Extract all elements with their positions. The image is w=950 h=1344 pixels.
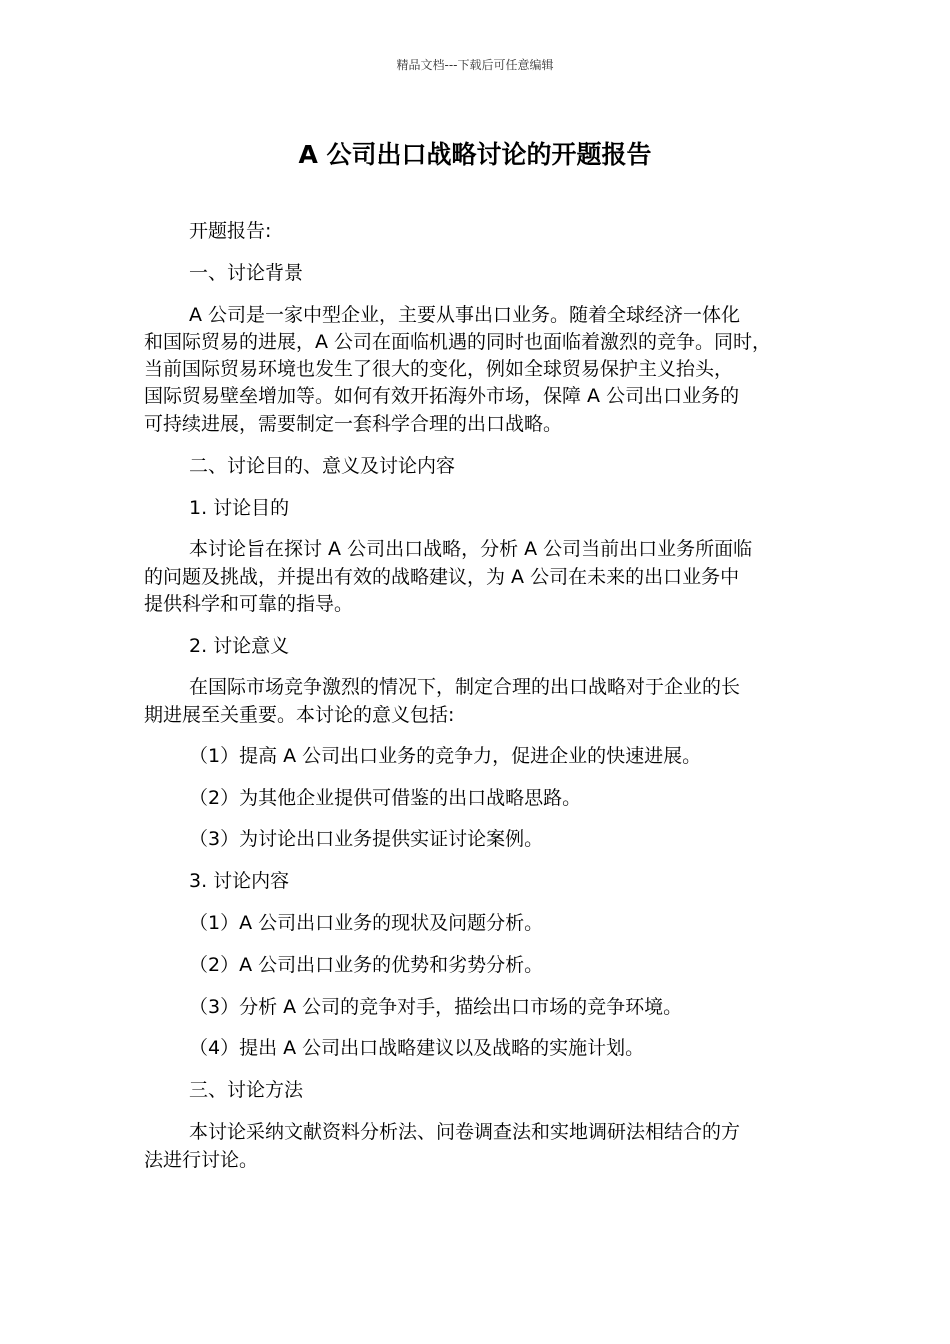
paragraph-line: 在国际市场竞争激烈的情况下，制定合理的出口战略对于企业的长 [189,676,741,698]
paragraph-line: 国际贸易壁垒增加等。如何有效开拓海外市场，保障 A 公司出口业务的 [144,385,740,407]
paragraph-line: 和国际贸易的进展，A 公司在面临机遇的同时也面临着激烈的竞争。同时， [144,331,772,353]
paragraph-line: 可持续进展，需要制定一套科学合理的出口战略。 [144,413,563,435]
paragraph-line: 本讨论旨在探讨 A 公司出口战略，分析 A 公司当前出口业务所面临 [189,538,753,560]
subheading-purpose: 1. 讨论目的 [189,497,290,519]
list-item: （3）为讨论出口业务提供实证讨论案例。 [189,828,544,850]
list-item: （2）为其他企业提供可借鉴的出口战略思路。 [189,787,582,809]
paragraph-line: 期进展至关重要。本讨论的意义包括: [144,704,455,726]
document-title: A 公司出口战略讨论的开题报告 [298,140,652,169]
paragraph-line: 提供科学和可靠的指导。 [144,593,354,615]
section-heading-background: 一、讨论背景 [189,262,304,284]
intro-label: 开题报告: [189,220,272,242]
paragraph-line: A 公司是一家中型企业，主要从事出口业务。随着全球经济一体化 [189,304,741,326]
paragraph-line: 的问题及挑战，并提出有效的战略建议，为 A 公司在未来的出口业务中 [144,566,740,588]
section-heading-method: 三、讨论方法 [189,1079,304,1101]
subheading-content: 3. 讨论内容 [189,870,290,892]
list-item: （3）分析 A 公司的竞争对手，描绘出口市场的竞争环境。 [189,996,683,1018]
section-heading-purpose-significance: 二、讨论目的、意义及讨论内容 [189,455,456,477]
paragraph-line: 当前国际贸易环境也发生了很大的变化，例如全球贸易保护主义抬头， [144,358,734,380]
list-item: （1）A 公司出口业务的现状及问题分析。 [189,912,544,934]
paragraph-line: 本讨论采纳文献资料分析法、问卷调查法和实地调研法相结合的方 [189,1121,741,1143]
paragraph-line: 法进行讨论。 [144,1149,259,1171]
list-item: （1）提高 A 公司出口业务的竞争力，促进企业的快速进展。 [189,745,702,767]
list-item: （4）提出 A 公司出口战略建议以及战略的实施计划。 [189,1037,645,1059]
page-header: 精品文档---下载后可任意编辑 [396,58,554,72]
list-item: （2）A 公司出口业务的优势和劣势分析。 [189,954,544,976]
subheading-significance: 2. 讨论意义 [189,635,290,657]
